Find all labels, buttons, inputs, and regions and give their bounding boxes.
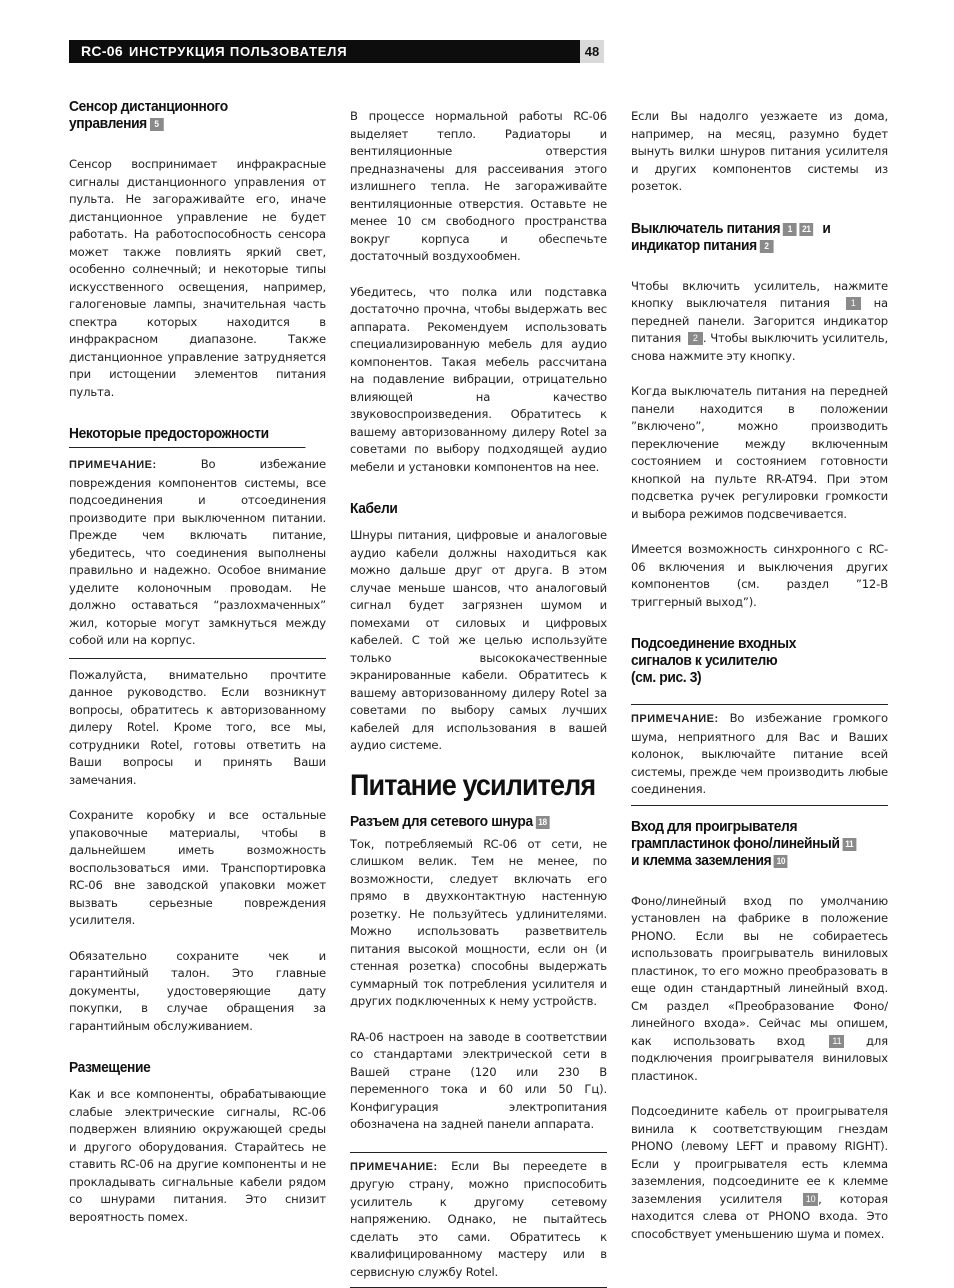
ref-badge: 1 <box>846 297 861 310</box>
note-text: Если Вы переедете в другую страну, можно приспособить усилитель к другому сетевому напряжению. Однако, не пытайтесь сделать это сами. Обратитесь к квалифицированному мастеру или в сервисную службу Rotel. <box>350 1159 607 1279</box>
text-run: на передней панели. Загорится индикатор питания <box>631 296 888 345</box>
ref-badge: 5 <box>150 118 164 131</box>
ref-badge: 10 <box>774 855 788 868</box>
note-voltage <box>350 1158 607 1288</box>
note-label: ПРИМЕЧАНИЕ: <box>631 713 719 725</box>
heading-line <box>631 835 867 852</box>
text-run: , которая находится слева от PHONO входа. Это способствует уменьшению шума и помех. <box>631 1192 888 1241</box>
text-run: Чтобы включить усилитель, нажмите кнопку выключателя питания <box>631 279 888 311</box>
ref-badge: 18 <box>536 816 550 829</box>
column-2 <box>350 108 607 1288</box>
page-header <box>69 40 604 63</box>
note-text: Во избежание громкого шума, неприятного для Вас и Ваших колонок, выключайте питание всей системы, прежде чем производить любые соединения. <box>631 711 888 796</box>
header-model: RC-06 <box>81 43 123 59</box>
heading-text: индикатор питания <box>631 237 757 254</box>
heading-text: Выключатель питания <box>631 220 780 237</box>
paragraph-receipt: Обязательно сохраните чек и гарантийный талон. Это главные документы, удостоверяющие дату покупки, в случае обращения за гарантийным обслуживанием. <box>69 948 326 1036</box>
heading-line: Подсоединение входных <box>631 635 867 652</box>
paragraph-placement: Как и все компоненты, обрабатывающие слабые электрические сигналы, RC-06 подвержен влиянию окружающей среды и другого оборудования. Старайтесь не ставить RC-06 на другие компоненты и не прокладывать сигнальные кабели рядом со шнурами питания. Это снизит вероятность помех. <box>69 1086 326 1226</box>
heading-text: и <box>822 220 830 237</box>
heading-line <box>69 115 305 132</box>
heading-text: Разъем для сетевого шнура <box>350 813 533 830</box>
paragraph-socket: Ток, потребляемый RC-06 от сети, не слишком велик. Тем не менее, по возможности, следует включать его прямо в двухконтактную настенную розетку. Не пользуйтесь удлинителями. Можно использовать разветвитель питания высокой мощности, если он (и стенная розетка) способны выдержать суммарный ток потребления усилителя и других подключенных к нему устройств. <box>350 836 607 1011</box>
paragraph-heat: В процессе нормальной работы RC-06 выделяет тепло. Радиаторы и вентиляционные отверстия предназначены для рассеивания этого излишнего тепла. Не загораживайте вентиляционные отверстия. Оставьте не менее 10 см свободного пространства вокруг корпуса и обеспечьте достаточный воздухообмен. <box>350 108 607 266</box>
paragraph-phono <box>631 893 888 1086</box>
note-label: ПРИМЕЧАНИЕ: <box>350 1161 438 1173</box>
text-run: Фоно/линейный вход по умолчанию установлен на фабрике в положение PHONO. Если вы не собираетесь использовать проигрыватель виниловых пластинок, то его можно преобразовать в еще один стандартный линейный вход. См раздел «Преобразование Фоно/линейного входа». Сейчас мы опишем, как использовать вход <box>631 894 888 1048</box>
heading-line: (см. рис. 3) <box>631 669 867 686</box>
ref-badge: 2 <box>760 240 774 253</box>
paragraph-keep-box: Сохраните коробку и все остальные упаковочные материалы, чтобы в дальнейшем иметь возможность воспользоваться ими. Транспортировка RC-06 вне заводской упаковки может вызвать серьезные повреждения усилителя. <box>69 807 326 930</box>
header-title: ИНСТРУКЦИЯ ПОЛЬЗОВАТЕЛЯ <box>129 44 347 59</box>
note-precautions <box>69 456 326 650</box>
heading-phono-input <box>631 818 867 869</box>
text-run: . Чтобы выключить усилитель, снова нажмите эту кнопку. <box>631 331 888 363</box>
paragraph-cables: Шнуры питания, цифровые и аналоговые аудио кабели должны находиться как можно дальше друг от друга. В этом случае меньше шансов, что аналоговый сигнал будет загрязнен шумом и помехами от силовых и цифровых кабелей. С той же целью используйте только высококачественные экранированные кабели. Обратитесь к вашему авторизованному дилеру Rotel за советами по выбору самых лучших кабелей для использования в вашей аудио системе. <box>350 527 607 755</box>
ref-badge: 2 <box>688 332 703 345</box>
header-title-bar <box>69 40 580 63</box>
heading-amplifier-power: Питание усилителя <box>350 769 581 803</box>
paragraph-factory: RA-06 настроен на заводе в соответствии со стандартами электрической сети в Вашей стране (120 или 230 В переменного тока и 60 или 50 Гц). Конфигурация электропитания обозначена на задней панели аппарата. <box>350 1029 607 1134</box>
heading-input-connection <box>631 635 867 686</box>
column-1 <box>69 98 326 1226</box>
heading-text: грампластинок фоно/линейный <box>631 835 840 852</box>
text-run: Подсоедините кабель от проигрывателя винила к соответствующим гнездам PHONO (левому LEFT и правому RIGHT). Если у проигрывателя есть клемма заземления, подсоедините ее к клемме заземления усилителя <box>631 1104 888 1206</box>
ref-badge: 10 <box>803 1193 818 1206</box>
paragraph-shelf: Убедитесь, что полка или подставка достаточно прочна, чтобы выдержать вес аппарата. Рекомендуем использовать специализированную мебель для аудио компонентов. Такая мебель рассчитана на подавление вибрации, отрицательно влияющей на качество звуковоспроизведения. Обратитесь к вашему авторизованному дилеру Rotel за советами по выбору подходящей аудио мебели и установки компонентов на нее. <box>350 284 607 477</box>
heading-placement: Размещение <box>69 1059 305 1076</box>
paragraph-away: Если Вы надолго уезжаете из дома, например, на месяц, разумно будет вынуть вилки шнуров питания усилителя и других компонентов системы из розеток. <box>631 108 888 196</box>
paragraph-switch <box>631 278 888 366</box>
paragraph-sync: Имеется возможность синхронного с RC-06 включения и выключения других компонентов (см. раздел ”12-В триггерный выход”). <box>631 541 888 611</box>
heading-line: Сенсор дистанционного <box>69 98 305 115</box>
heading-line <box>631 852 867 869</box>
heading-power-socket <box>350 813 586 830</box>
heading-precautions: Некоторые предосторожности <box>69 425 305 448</box>
heading-remote-sensor <box>69 98 305 132</box>
ref-badge: 11 <box>842 838 856 851</box>
note-label: ПРИМЕЧАНИЕ: <box>69 459 157 471</box>
note-text: Во избежание повреждения компонентов системы, все подсоединения и отсоединения производите при выключенном питании. Прежде чем включать питание, убедитесь, что соединения выполнены правильно и надежно. Особое внимание уделите колоночным проводам. Не должно оставаться “разлохмаченных” жил, которые могут замкнуться между собой или на корпус. <box>69 457 326 647</box>
paragraph-sensor: Сенсор воспринимает инфракрасные сигналы дистанционного управления от пульта. Не загораживайте его, иначе дистанционное управление не будет работать. На работоспособность сенсора может также повлиять яркий свет, особенно солнечный; и некоторые типы искусственного освещения, например, галогеновые лампы, значительная часть спектра которых находится в инфракрасном диапазоне. Также дистанционное управление затрудняется при истощении элементов питания пульта. <box>69 156 326 401</box>
paragraph-read-manual: Пожалуйста, внимательно прочтите данное руководство. Если возникнут вопросы, обратитесь к авторизованному дилеру Rotel. Кроме того, все мы, сотрудники Rotel, готовы ответить на Ваши вопросы и принять Ваши замечания. <box>69 667 326 790</box>
heading-line: Вход для проигрывателя <box>631 818 867 835</box>
ref-badge: 1 <box>783 223 797 236</box>
paragraph-remote-standby: Когда выключатель питания на передней панели находится в положении ”включено”, можно производить переключение между включенным состоянием и состоянием готовности кнопкой на пульте RR-AT94. При этом подсветка ручек регулировки громкости и выбора режимов подсвечивается. <box>631 383 888 523</box>
heading-text: и клемма заземления <box>631 852 771 869</box>
heading-text: управления <box>69 115 147 132</box>
heading-line <box>631 220 867 237</box>
column-3 <box>631 108 888 1243</box>
heading-power-switch <box>631 220 867 254</box>
page-number: 48 <box>580 40 604 63</box>
text-run: для подключения проигрывателя виниловых пластинок. <box>631 1034 888 1083</box>
ref-badge: 21 <box>800 223 814 236</box>
heading-line <box>631 237 867 254</box>
paragraph-phono-cable <box>631 1103 888 1243</box>
heading-line: сигналов к усилителю <box>631 652 867 669</box>
note-connections <box>631 710 888 806</box>
ref-badge: 11 <box>829 1035 844 1048</box>
heading-cables: Кабели <box>350 500 586 517</box>
